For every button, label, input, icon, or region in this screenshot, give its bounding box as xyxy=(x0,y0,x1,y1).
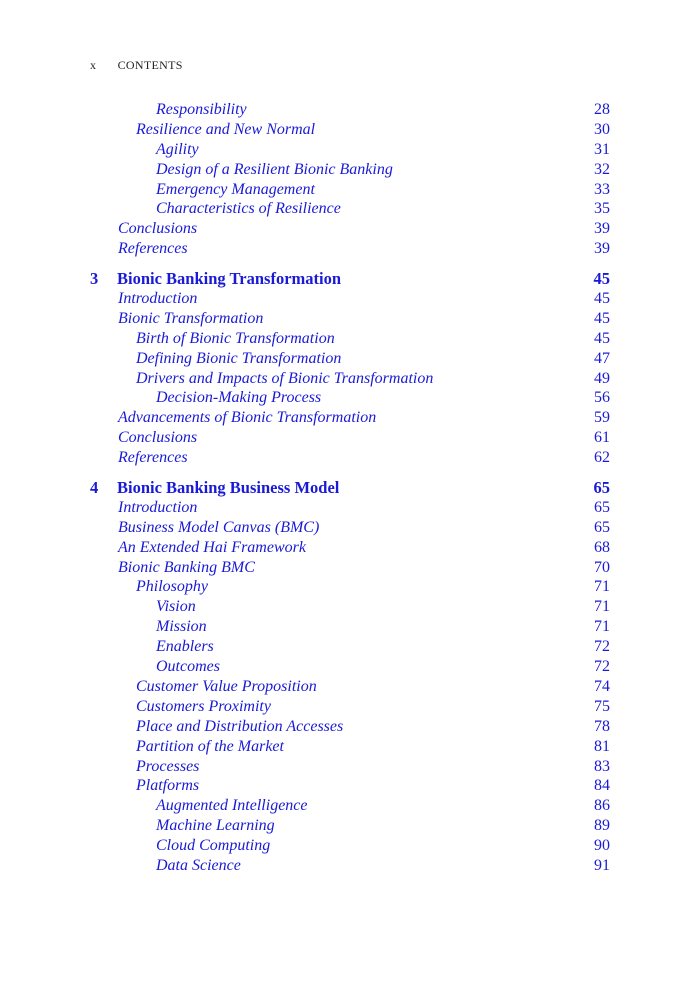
toc-entry-title: Responsibility xyxy=(156,101,247,118)
page-number: x xyxy=(90,58,97,72)
toc-entry-title: Enablers xyxy=(156,638,214,656)
toc-entry[interactable] xyxy=(90,657,610,677)
toc-entry-title: Decision-Making Process xyxy=(156,389,322,407)
toc-entry[interactable] xyxy=(90,289,610,309)
toc-page-number: 90 xyxy=(594,837,610,855)
toc-page-number: 39 xyxy=(594,220,610,238)
toc-page-number: 65 xyxy=(594,498,610,516)
toc-page-number: 81 xyxy=(594,737,610,755)
toc-entry-title: Customers Proximity xyxy=(136,697,271,715)
chapter-number: 4 xyxy=(90,478,99,498)
toc-entry[interactable] xyxy=(90,597,610,617)
toc-chapter-entry[interactable] xyxy=(90,269,610,289)
toc-page-number: 91 xyxy=(594,856,610,874)
toc-page-number: 62 xyxy=(594,449,610,467)
toc-entry-title: Partition of the Market xyxy=(136,737,284,755)
toc-page-number: 59 xyxy=(594,409,610,427)
toc-entry[interactable] xyxy=(90,239,610,259)
toc-page-number: 47 xyxy=(594,349,610,367)
table-of-contents xyxy=(90,100,610,876)
toc-page-number: 30 xyxy=(594,120,610,138)
toc-entry[interactable] xyxy=(90,408,610,428)
toc-page-number: 78 xyxy=(594,717,610,735)
toc-page-number: 65 xyxy=(594,518,610,536)
toc-entry[interactable] xyxy=(90,617,610,637)
toc-entry-title: Customer Value Proposition xyxy=(136,677,317,695)
toc-entry-title: References xyxy=(118,240,188,258)
toc-page-number: 86 xyxy=(594,797,610,815)
toc-entry-title: Platforms xyxy=(136,777,200,795)
toc-entry-title: Bionic Banking Transformation xyxy=(117,269,342,289)
toc-page-number: 89 xyxy=(594,817,610,835)
toc-entry[interactable] xyxy=(90,120,610,140)
toc-entry-title: Vision xyxy=(156,598,196,616)
toc-page-number: 45 xyxy=(594,329,610,347)
toc-entry-title: Resilience and New Normal xyxy=(136,120,316,138)
toc-entry[interactable] xyxy=(90,538,610,558)
toc-page-number: 72 xyxy=(594,638,610,656)
toc-page-number: 28 xyxy=(594,101,610,118)
toc-entry[interactable] xyxy=(90,757,610,777)
toc-entry-title: Defining Bionic Transformation xyxy=(136,349,342,367)
toc-entry[interactable] xyxy=(90,160,610,180)
toc-page-number: 31 xyxy=(594,140,610,158)
toc-entry-title: Bionic Transformation xyxy=(118,309,264,327)
toc-entry[interactable] xyxy=(90,428,610,448)
chapter-number: 3 xyxy=(90,269,99,289)
toc-entry[interactable] xyxy=(90,836,610,856)
toc-entry-title: Introduction xyxy=(118,498,198,516)
toc-entry[interactable] xyxy=(90,498,610,518)
toc-entry-title: References xyxy=(118,449,188,467)
toc-entry[interactable] xyxy=(90,219,610,239)
toc-page-number: 45 xyxy=(594,309,610,327)
toc-page-number: 65 xyxy=(593,478,610,498)
toc-entry-title: Cloud Computing xyxy=(156,837,271,855)
toc-page-number: 45 xyxy=(593,269,610,289)
toc-entry-title: Design of a Resilient Bionic Banking xyxy=(156,160,393,178)
toc-page-number: 75 xyxy=(594,697,610,715)
toc-page-number: 71 xyxy=(594,598,610,616)
toc-entry-title: Business Model Canvas (BMC) xyxy=(118,518,320,536)
toc-entry[interactable] xyxy=(90,737,610,757)
toc-entry[interactable] xyxy=(90,577,610,597)
toc-page-number: 49 xyxy=(594,369,610,387)
toc-entry-title: An Extended Hai Framework xyxy=(118,538,306,556)
toc-entry[interactable] xyxy=(90,349,610,369)
toc-entry[interactable] xyxy=(90,856,610,876)
toc-entry-title: Emergency Management xyxy=(156,180,315,198)
toc-page-number: 39 xyxy=(594,240,610,258)
toc-entry-title: Data Science xyxy=(156,856,241,874)
toc-page-number: 56 xyxy=(594,389,610,407)
toc-entry[interactable] xyxy=(90,776,610,796)
toc-page-number: 45 xyxy=(594,290,610,308)
toc-page-number: 35 xyxy=(594,200,610,218)
toc-entry-title: Augmented Intelligence xyxy=(156,797,308,815)
toc-page-number: 74 xyxy=(594,677,610,695)
toc-entry[interactable] xyxy=(90,309,610,329)
toc-page-number: 68 xyxy=(594,538,610,556)
toc-page-number: 61 xyxy=(594,429,610,447)
toc-entry[interactable] xyxy=(90,180,610,200)
toc-entry[interactable] xyxy=(90,140,610,160)
toc-entry-title: Bionic Banking BMC xyxy=(118,558,255,576)
toc-entry-title: Outcomes xyxy=(156,658,220,676)
toc-chapter-entry[interactable] xyxy=(90,478,610,498)
toc-entry[interactable] xyxy=(90,637,610,657)
toc-entry[interactable] xyxy=(90,518,610,538)
toc-page-number: 32 xyxy=(594,160,610,178)
toc-entry-title: Characteristics of Resilience xyxy=(156,200,341,218)
toc-entry-title: Place and Distribution Accesses xyxy=(136,717,344,735)
toc-entry-title: Processes xyxy=(136,757,200,775)
toc-entry[interactable] xyxy=(90,558,610,578)
toc-page-number: 83 xyxy=(594,757,610,775)
toc-entry[interactable] xyxy=(90,100,610,120)
toc-page-number: 70 xyxy=(594,558,610,576)
toc-entry[interactable] xyxy=(90,697,610,717)
toc-entry[interactable] xyxy=(90,448,610,468)
toc-page-number: 33 xyxy=(594,180,610,198)
toc-entry[interactable] xyxy=(90,796,610,816)
toc-entry-title: Bionic Banking Business Model xyxy=(117,478,340,498)
toc-entry-title: Introduction xyxy=(118,290,198,308)
toc-page-number: 72 xyxy=(594,658,610,676)
toc-entry-title: Philosophy xyxy=(136,578,208,596)
toc-page-number: 71 xyxy=(594,578,610,596)
toc-entry-title: Advancements of Bionic Transformation xyxy=(118,409,377,427)
toc-entry-title: Conclusions xyxy=(118,429,198,447)
toc-entry-title: Agility xyxy=(156,140,199,158)
toc-entry[interactable] xyxy=(90,717,610,737)
toc-entry[interactable] xyxy=(90,199,610,219)
toc-entry-title: Machine Learning xyxy=(156,817,275,835)
toc-entry[interactable] xyxy=(90,677,610,697)
toc-entry[interactable] xyxy=(90,369,610,389)
toc-entry[interactable] xyxy=(90,388,610,408)
toc-entry-title: Birth of Bionic Transformation xyxy=(136,329,335,347)
running-head xyxy=(90,58,183,73)
toc-entry[interactable] xyxy=(90,329,610,349)
toc-entry[interactable] xyxy=(90,816,610,836)
toc-page-number: 84 xyxy=(594,777,610,795)
toc-entry-title: Conclusions xyxy=(118,220,198,238)
toc-entry-title: Drivers and Impacts of Bionic Transformation xyxy=(136,369,434,387)
toc-page-number: 71 xyxy=(594,618,610,636)
toc-entry-title: Mission xyxy=(156,618,207,636)
running-title: CONTENTS xyxy=(117,58,183,72)
